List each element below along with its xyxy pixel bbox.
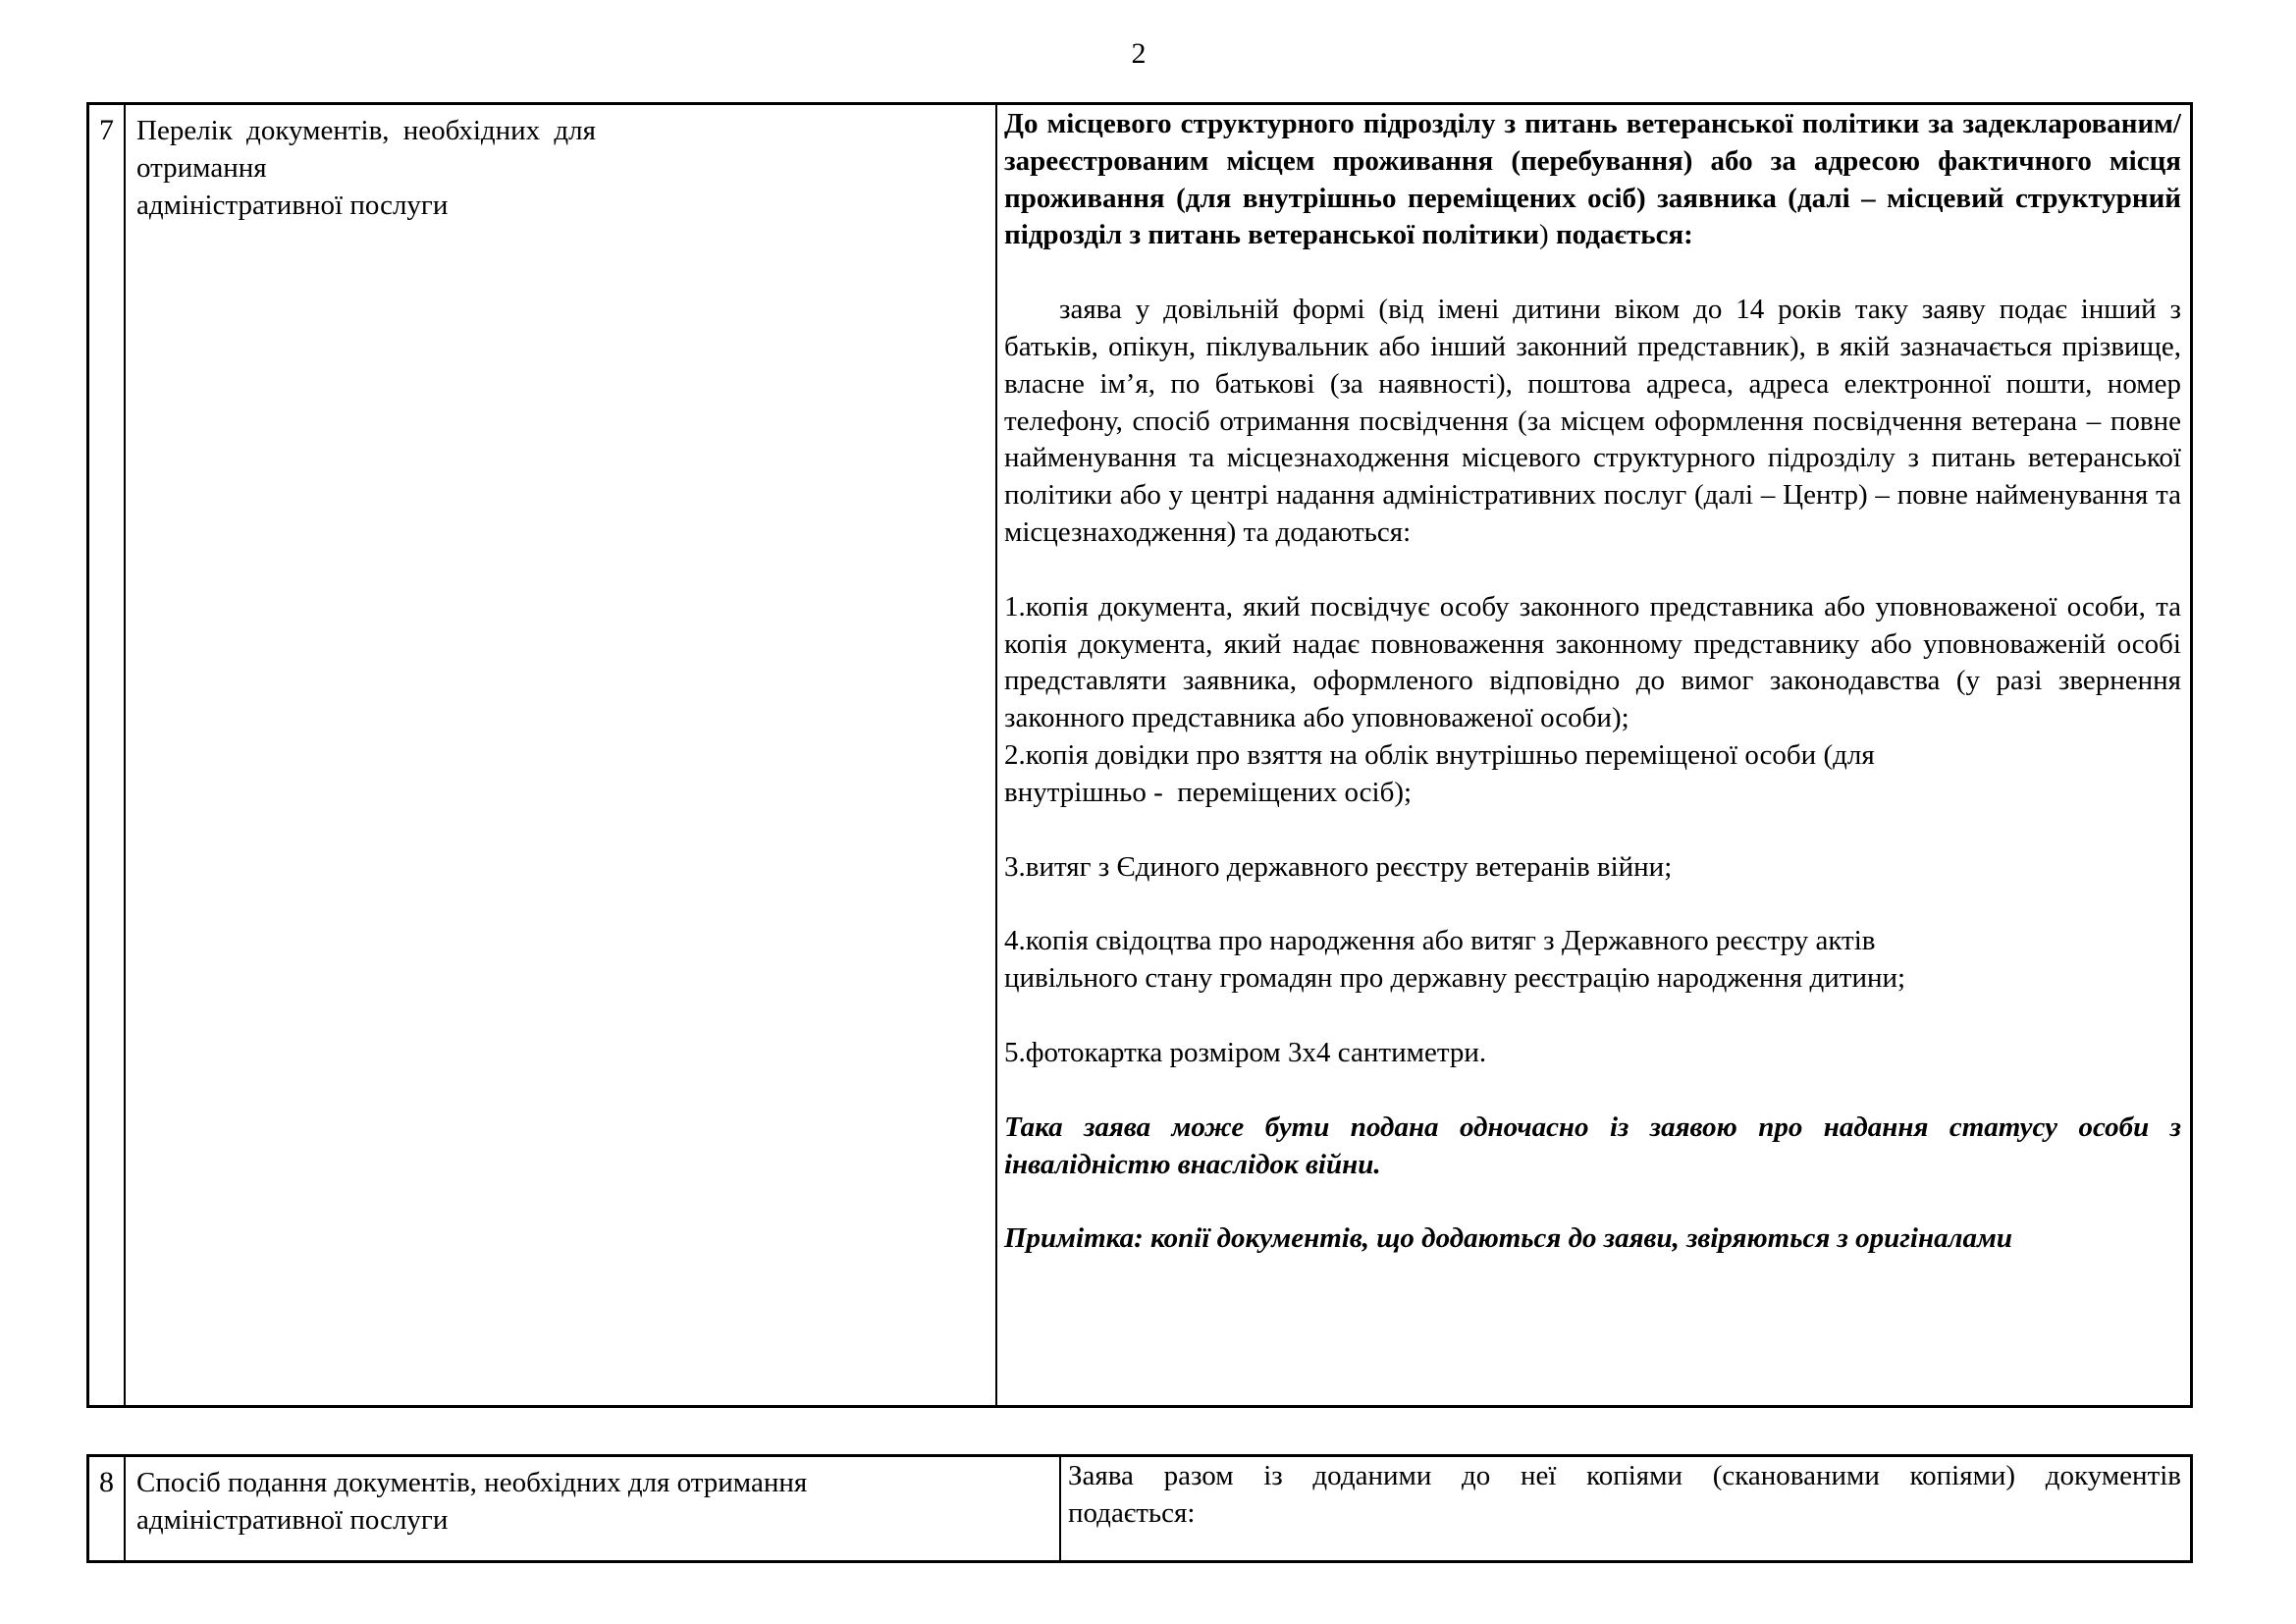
text-run: Примітка: копії документів, що додаються до заяви, звіряються з оригіналами — [1004, 1222, 2012, 1255]
paragraph — [1004, 923, 2181, 998]
paragraph — [1068, 1458, 2181, 1533]
paragraph — [1004, 1110, 2181, 1184]
text-run: 1.копія документа, який посвідчує особу законного представника або уповноваженої особи, та копія документа, який надає повноваження законному представнику або уповноваженій особі представляти заявника, оформленого відповідно до вимог законодавства (у разі звернення законного представника або уповноваженої особи); — [1004, 590, 2181, 734]
text-line: 2.копія довідки про взяття на облік внутрішньо переміщеної особи (для — [1004, 738, 1875, 771]
text-line: адміністративної послуги — [136, 1503, 449, 1536]
row-number-cell: 8 — [89, 1457, 126, 1560]
table-row-7 — [86, 102, 2193, 1408]
text-run: заява у довільній формі (від імені дитини віком до 14 років таку заяву подає інший з батьків, опікун, піклувальник або інший законний представник), в якій зазначається прізвище, власне ім’я, по батькові (за наявності), поштова адреса, адреса електронної пошти, номер телефону, спосіб отримання посвідчення (за місцем оформлення посвідчення ветерана – повне найменування та місцезнаходження місцевого структурного підрозділу з питань ветеранської політики або у центрі надання адміністративних послуг (далі – Центр) – повне найменування та місцезнаходження) та додаються: — [1004, 294, 2181, 548]
paragraph — [1004, 1035, 2181, 1072]
text-line: Перелік документів, необхідних для отримання — [136, 115, 604, 184]
text-line: подається: — [1068, 1496, 1196, 1529]
text-run: 5.фотокартка розміром 3х4 сантиметри. — [1004, 1036, 1487, 1068]
text-run: подається: — [1555, 219, 1693, 251]
text-line: адміністративної послуги — [136, 189, 449, 221]
paragraph — [1004, 106, 2181, 254]
row-8-label-cell — [126, 1457, 1061, 1560]
text-line: цивільного стану громадян про державну реєстрацію народження дитини; — [1004, 962, 1906, 995]
text-line: Заява разом із доданими до неї копіями (сканованими копіями) документів — [1068, 1460, 2181, 1491]
row-7-content-cell — [997, 105, 2190, 1405]
paragraph — [1004, 292, 2181, 552]
row-8-content-cell — [1061, 1457, 2190, 1560]
row-7-label-text — [136, 113, 604, 224]
text-run: Така заява може бути подана одночасно із заявою про надання статусу особи з інвалідністю внаслідок війни. — [1004, 1110, 2181, 1180]
paragraph — [1004, 1220, 2181, 1258]
text-line: внутрішньо - переміщених осіб); — [1004, 776, 1413, 808]
text-run: 3.витяг з Єдиного державного реєстру ветеранів війни; — [1004, 850, 1673, 883]
paragraph — [1004, 849, 2181, 887]
text-line: Спосіб подання документів, необхідних для отримання — [136, 1467, 808, 1498]
row-8-label-text — [136, 1465, 1049, 1540]
paragraph — [1004, 737, 2181, 812]
text-run: До місцевого структурного підрозділу з питань ветеранської політики за задекларованим/зареєстрованим місцем проживання (перебування) або за адресою фактичного місця проживання (для внутрішньо переміщених осіб) заявника (далі – місцевий структурний підрозділ з питань ветеранської політики — [1004, 108, 2181, 251]
text-run: ) — [1539, 219, 1556, 251]
paragraph — [1004, 589, 2181, 737]
text-line: 4.копія свідоцтва про народження або витяг з Державного реєстру актів — [1004, 925, 1876, 957]
table-row-8 — [86, 1454, 2193, 1563]
row-7-label-cell — [126, 105, 997, 1405]
page-number: 2 — [1131, 37, 1147, 70]
row-number-cell: 7 — [89, 105, 126, 1405]
